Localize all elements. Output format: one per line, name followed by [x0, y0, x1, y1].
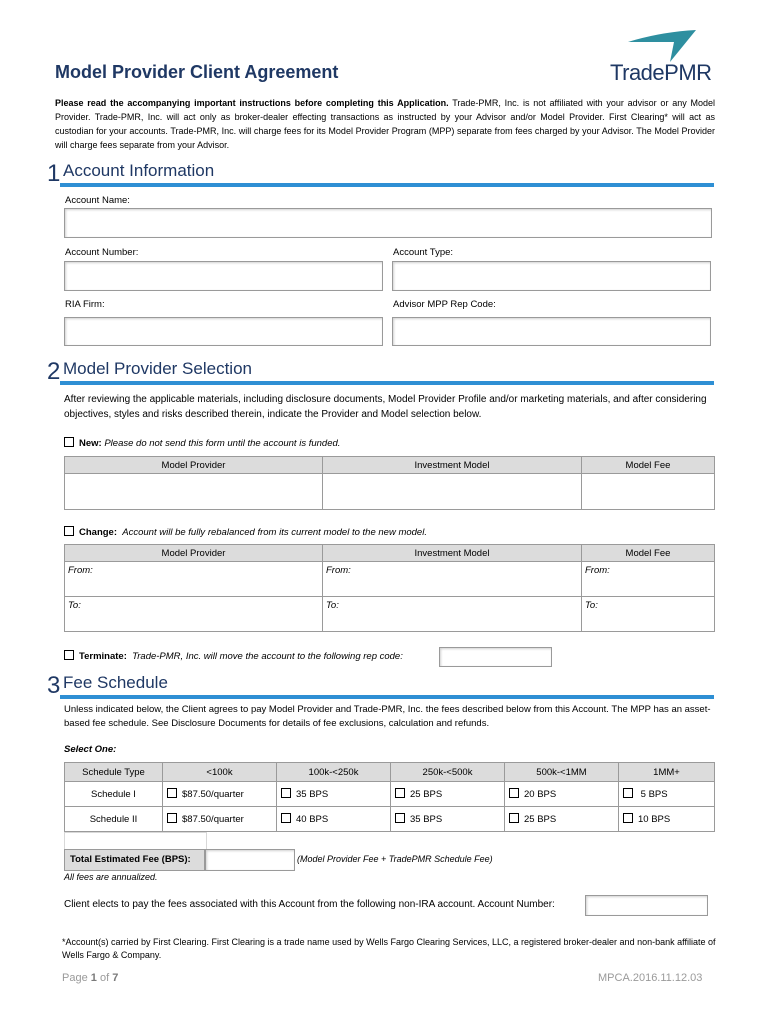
fee-option[interactable]: [619, 807, 715, 832]
schedule-checkbox[interactable]: [395, 813, 405, 823]
intro-text: Trade-PMR, Inc. is not affiliated with your advisor or any Model Provider. Trade-PMR, Inc. will act only as broker-dealer effecting transactions as instructed by your Advisor and/or Model Provider. First Clearing* will act as custodian for your accounts. Trade-PMR, Inc. will charge fees for its Model Provider Program (MPP) separate from fees charged by your Advisor. The Model Provider will charge fees separate from your Advisor.: [55, 98, 715, 150]
section-3-title: Fee Schedule: [63, 673, 168, 692]
account-type-field[interactable]: [392, 261, 711, 291]
terminate-text: Trade-PMR, Inc. will move the account to the following rep code:: [132, 651, 403, 662]
total-fee-label: Total Estimated Fee (BPS):: [64, 849, 205, 871]
document-code: MPCA.2016.11.12.03: [598, 972, 703, 984]
schedule-checkbox[interactable]: [281, 788, 291, 798]
of-word: of: [99, 972, 110, 984]
tradepmr-logo: [610, 28, 720, 88]
section-2-number: 2: [47, 358, 61, 385]
schedule-checkbox[interactable]: [623, 788, 633, 798]
new-text: Please do not send this form until the account is funded.: [104, 438, 341, 449]
annualized-note: All fees are annualized.: [64, 872, 158, 882]
new-fee-cell[interactable]: [582, 474, 715, 510]
fee-option[interactable]: [391, 807, 505, 832]
fee-value: $87.50/quarter: [182, 814, 244, 825]
fee-value: $87.50/quarter: [182, 789, 244, 800]
section-2-title: Model Provider Selection: [63, 359, 252, 378]
new-selection-table: [64, 456, 715, 510]
fee-header: Schedule Type: [65, 763, 163, 782]
section-2-paragraph: After reviewing the applicable materials, including disclosure documents, Model Provider Profile and/or marketing materials, and after considering objectives, styles and risks described therein, indicate the Provider and Model selection below.: [64, 394, 707, 420]
terminate-label: Terminate:: [79, 651, 127, 662]
non-ira-label: Client elects to pay the fees associated with this Account from the following non-IRA account. Account Number:: [64, 899, 555, 910]
col-model-provider: Model Provider: [65, 457, 323, 474]
fee-option[interactable]: [163, 807, 277, 832]
page-title: Model Provider Client Agreement: [55, 62, 339, 82]
page-number: 1: [90, 972, 97, 984]
page-indicator: [62, 972, 118, 984]
non-ira-account-field[interactable]: [585, 895, 708, 916]
account-name-field[interactable]: [64, 208, 712, 238]
account-name-label: Account Name:: [65, 195, 130, 206]
change-label: Change:: [79, 527, 117, 538]
to-model-cell[interactable]: To:: [323, 597, 582, 632]
schedule-name: Schedule II: [65, 807, 163, 832]
logo-text-trade: Trade: [610, 60, 665, 85]
fee-value: 35 BPS: [410, 814, 443, 825]
new-label: New:: [79, 438, 102, 449]
total-fee-note: (Model Provider Fee + TradePMR Schedule Fee): [297, 854, 493, 864]
section-2-divider: [60, 381, 714, 385]
fee-option[interactable]: [619, 782, 715, 807]
to-provider-cell[interactable]: To:: [65, 597, 323, 632]
section-1-divider: [60, 183, 714, 187]
from-provider-cell[interactable]: From:: [65, 562, 323, 597]
change-selection-table: [64, 544, 715, 632]
fee-option[interactable]: [163, 782, 277, 807]
schedule-i-row: [65, 782, 715, 807]
schedule-name: Schedule I: [65, 782, 163, 807]
select-one-label: Select One:: [64, 744, 117, 755]
page-total: 7: [112, 972, 119, 984]
logo-swoosh-icon: [610, 28, 720, 64]
schedule-checkbox[interactable]: [395, 788, 405, 798]
fee-value: 10 BPS: [638, 814, 671, 825]
section-1-title: Account Information: [63, 161, 215, 180]
rep-code-field[interactable]: [392, 317, 711, 346]
schedule-checkbox[interactable]: [281, 813, 291, 823]
to-fee-cell[interactable]: To:: [582, 597, 715, 632]
schedule-checkbox[interactable]: [509, 813, 519, 823]
rep-code-label: Advisor MPP Rep Code:: [393, 299, 496, 310]
section-3-number: 3: [47, 672, 61, 699]
fee-value: 25 BPS: [410, 789, 443, 800]
schedule-checkbox[interactable]: [167, 813, 177, 823]
fee-value: 40 BPS: [296, 814, 329, 825]
schedule-checkbox[interactable]: [623, 813, 633, 823]
schedule-ii-row: [65, 807, 715, 832]
fee-option[interactable]: [391, 782, 505, 807]
from-fee-cell[interactable]: From:: [582, 562, 715, 597]
fee-option[interactable]: [505, 782, 619, 807]
schedule-checkbox[interactable]: [167, 788, 177, 798]
account-number-field[interactable]: [64, 261, 383, 291]
account-number-label: Account Number:: [65, 247, 139, 258]
schedule-checkbox[interactable]: [509, 788, 519, 798]
intro-paragraph: [55, 96, 715, 152]
fee-option[interactable]: [277, 807, 391, 832]
fee-header: 100k-<250k: [277, 763, 391, 782]
account-type-label: Account Type:: [393, 247, 454, 258]
fee-header: 1MM+: [619, 763, 715, 782]
fee-value: 25 BPS: [524, 814, 557, 825]
change-option: [64, 526, 427, 538]
col-model-fee: Model Fee: [582, 457, 715, 474]
fee-header: <100k: [163, 763, 277, 782]
fee-value: 20 BPS: [524, 789, 557, 800]
ria-firm-label: RIA Firm:: [65, 299, 105, 310]
total-fee-field[interactable]: [205, 849, 295, 871]
fee-header: 500k-<1MM: [505, 763, 619, 782]
new-model-cell[interactable]: [323, 474, 582, 510]
section-3-divider: [60, 695, 714, 699]
fee-schedule-table: [64, 762, 715, 832]
col-model-provider: Model Provider: [65, 545, 323, 562]
from-model-cell[interactable]: From:: [323, 562, 582, 597]
change-checkbox[interactable]: [64, 526, 74, 536]
section-3-paragraph: Unless indicated below, the Client agrees to pay Model Provider and Trade-PMR, Inc. the fees described below from this Account. The MPP has an asset-based fee schedule. See Disclosure Documents for details of fee exclusions, calculation and refunds.: [64, 704, 711, 729]
col-model-fee: Model Fee: [582, 545, 715, 562]
new-provider-cell[interactable]: [65, 474, 323, 510]
fee-option[interactable]: [505, 807, 619, 832]
spacer-box: [64, 832, 207, 849]
terminate-rep-code-field[interactable]: [439, 647, 552, 667]
terminate-option: [64, 650, 403, 662]
page-word: Page: [62, 972, 88, 984]
fee-value: 5 BPS: [640, 789, 668, 800]
change-text: Account will be fully rebalanced from its current model to the new model.: [122, 527, 427, 538]
fee-option[interactable]: [277, 782, 391, 807]
section-1-number: 1: [47, 160, 61, 187]
terminate-checkbox[interactable]: [64, 650, 74, 660]
col-investment-model: Investment Model: [323, 457, 582, 474]
new-checkbox[interactable]: [64, 437, 74, 447]
new-option: [64, 437, 340, 449]
footnote: *Account(s) carried by First Clearing. First Clearing is a trade name used by Wells Fargo Clearing Services, LLC, a registered broker-dealer and non-bank affiliate of Wells Fargo & Company.: [62, 937, 716, 960]
logo-text-pmr: PMR: [664, 60, 712, 85]
fee-header: 250k-<500k: [391, 763, 505, 782]
intro-bold: Please read the accompanying important instructions before completing this Application.: [55, 98, 449, 108]
col-investment-model: Investment Model: [323, 545, 582, 562]
ria-firm-field[interactable]: [64, 317, 383, 346]
fee-value: 35 BPS: [296, 789, 329, 800]
